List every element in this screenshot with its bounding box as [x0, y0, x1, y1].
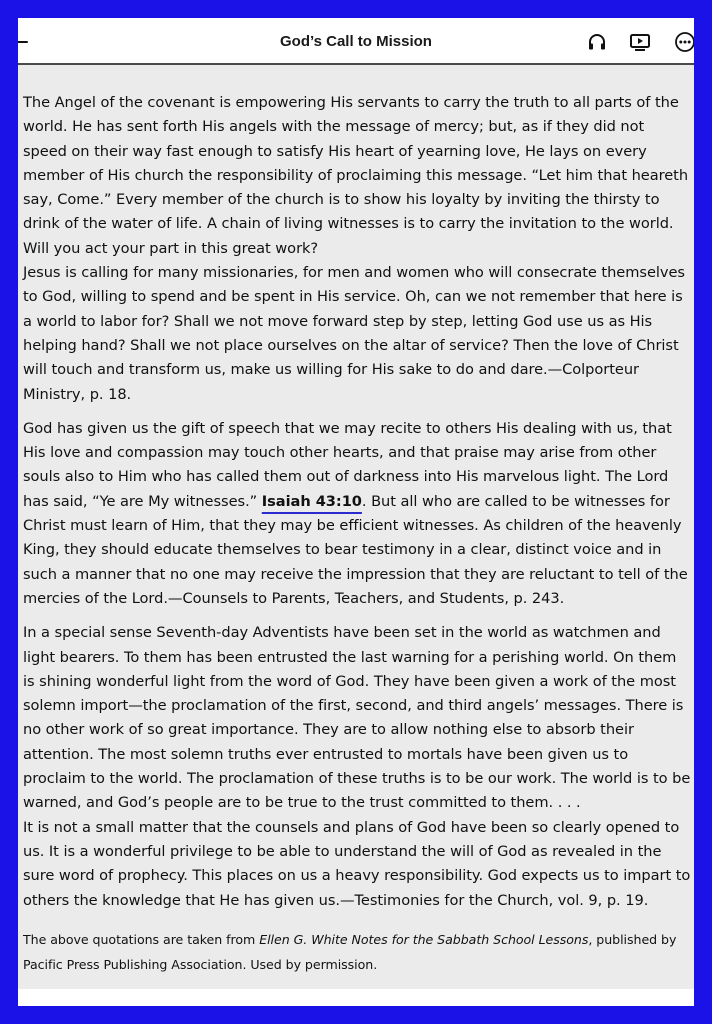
- footnote-text-after: , published by Pacific Press Publishing Association. Used by permission.: [23, 931, 677, 972]
- video-button[interactable]: [628, 30, 652, 54]
- paragraph-2-text-before: God has given us the gift of speech that we may recite to others His dealing with us, that His love and compassion may touch other hearts, and that praise may arise from other souls also to Him who has called them out of darkness into His marvelous light. The Lord has said, “Ye are My witnesses.”: [23, 419, 672, 510]
- audio-button[interactable]: [585, 30, 609, 54]
- more-options-button[interactable]: [673, 30, 694, 54]
- page-title: God’s Call to Mission: [280, 33, 432, 50]
- paragraph-2: [23, 417, 691, 611]
- lesson-content: [23, 91, 691, 977]
- paragraph-1a: The Angel of the covenant is empowering His servants to carry the truth to all parts of the world. He has sent forth His angels with the message of mercy; but, as if they did not speed on their way fast enough to satisfy His heart of yearning love, He lays on every member of His church the responsibility of proclaiming this message. “Let him that heareth say, Come.” Every member of the church is to show his loyalty by inviting the thirsty to drink of the water of life. A chain of living witnesses is to carry the invitation to the world. Will you act your part in this great work?: [23, 94, 689, 257]
- headphones-icon: [587, 32, 607, 52]
- play-video-icon: [629, 32, 651, 52]
- footnote-text-before: The above quotations are taken from: [23, 931, 260, 947]
- attribution-footnote: [23, 927, 691, 977]
- top-bar: [18, 18, 694, 65]
- paragraph-3b: It is not a small matter that the counsels and plans of God have been so clearly opened to us. It is a wonderful privilege to be able to understand the will of God as revealed in the sure word of prophecy. This places on us a heavy responsibility. God expects us to impart to others the knowledge that He has given us.—Testimonies for the Church, vol. 9, p. 19.: [23, 818, 691, 909]
- footnote-book-title: Ellen G. White Notes for the Sabbath School Lessons: [259, 931, 589, 947]
- paragraph-2-text-after: . But all who are called to be witnesses for Christ must learn of Him, that they may be efficient witnesses. As children of the heavenly King, they should educate themselves to bear testimony in a clear, distinct voice and in such a manner that no one may receive the impression that they are reluctant to tell of the mercies of the Lord.—Counsels to Parents, Teachers, and Students, p. 243.: [23, 492, 688, 607]
- paragraph-3a: In a special sense Seventh-day Adventists have been set in the world as watchmen and light bearers. To them has been entrusted the last warning for a perishing world. On them is shining wonderful light from the word of God. They have been given a work of the most solemn import—the proclamation of the first, second, and third angels’ messages. There is no other work of so great importance. They are to allow nothing else to absorb their attention. The most solemn truths ever entrusted to mortals have been given us to proclaim to the world. The proclamation of these truths is to be our work. The world is to be warned, and God’s people are to be true to the trust committed to them. . . .: [23, 624, 691, 812]
- bottom-bar: [18, 989, 694, 1006]
- more-options-icon: [674, 31, 694, 53]
- scripture-link-isaiah[interactable]: Isaiah 43:10: [261, 492, 362, 510]
- paragraph-1b: Jesus is calling for many missionaries, for men and women who will consecrate themselves to God, willing to spend and be spent in His service. Oh, can we not remember that here is a world to labor for? Shall we not move forward step by step, letting God use us as His helping hand? Shall we not place ourselves on the altar of service? Then the love of Christ will touch and transform us, make us willing for His sake to do and dare.—Colporteur Ministry, p. 18.: [23, 264, 685, 403]
- app-frame: [18, 18, 694, 1006]
